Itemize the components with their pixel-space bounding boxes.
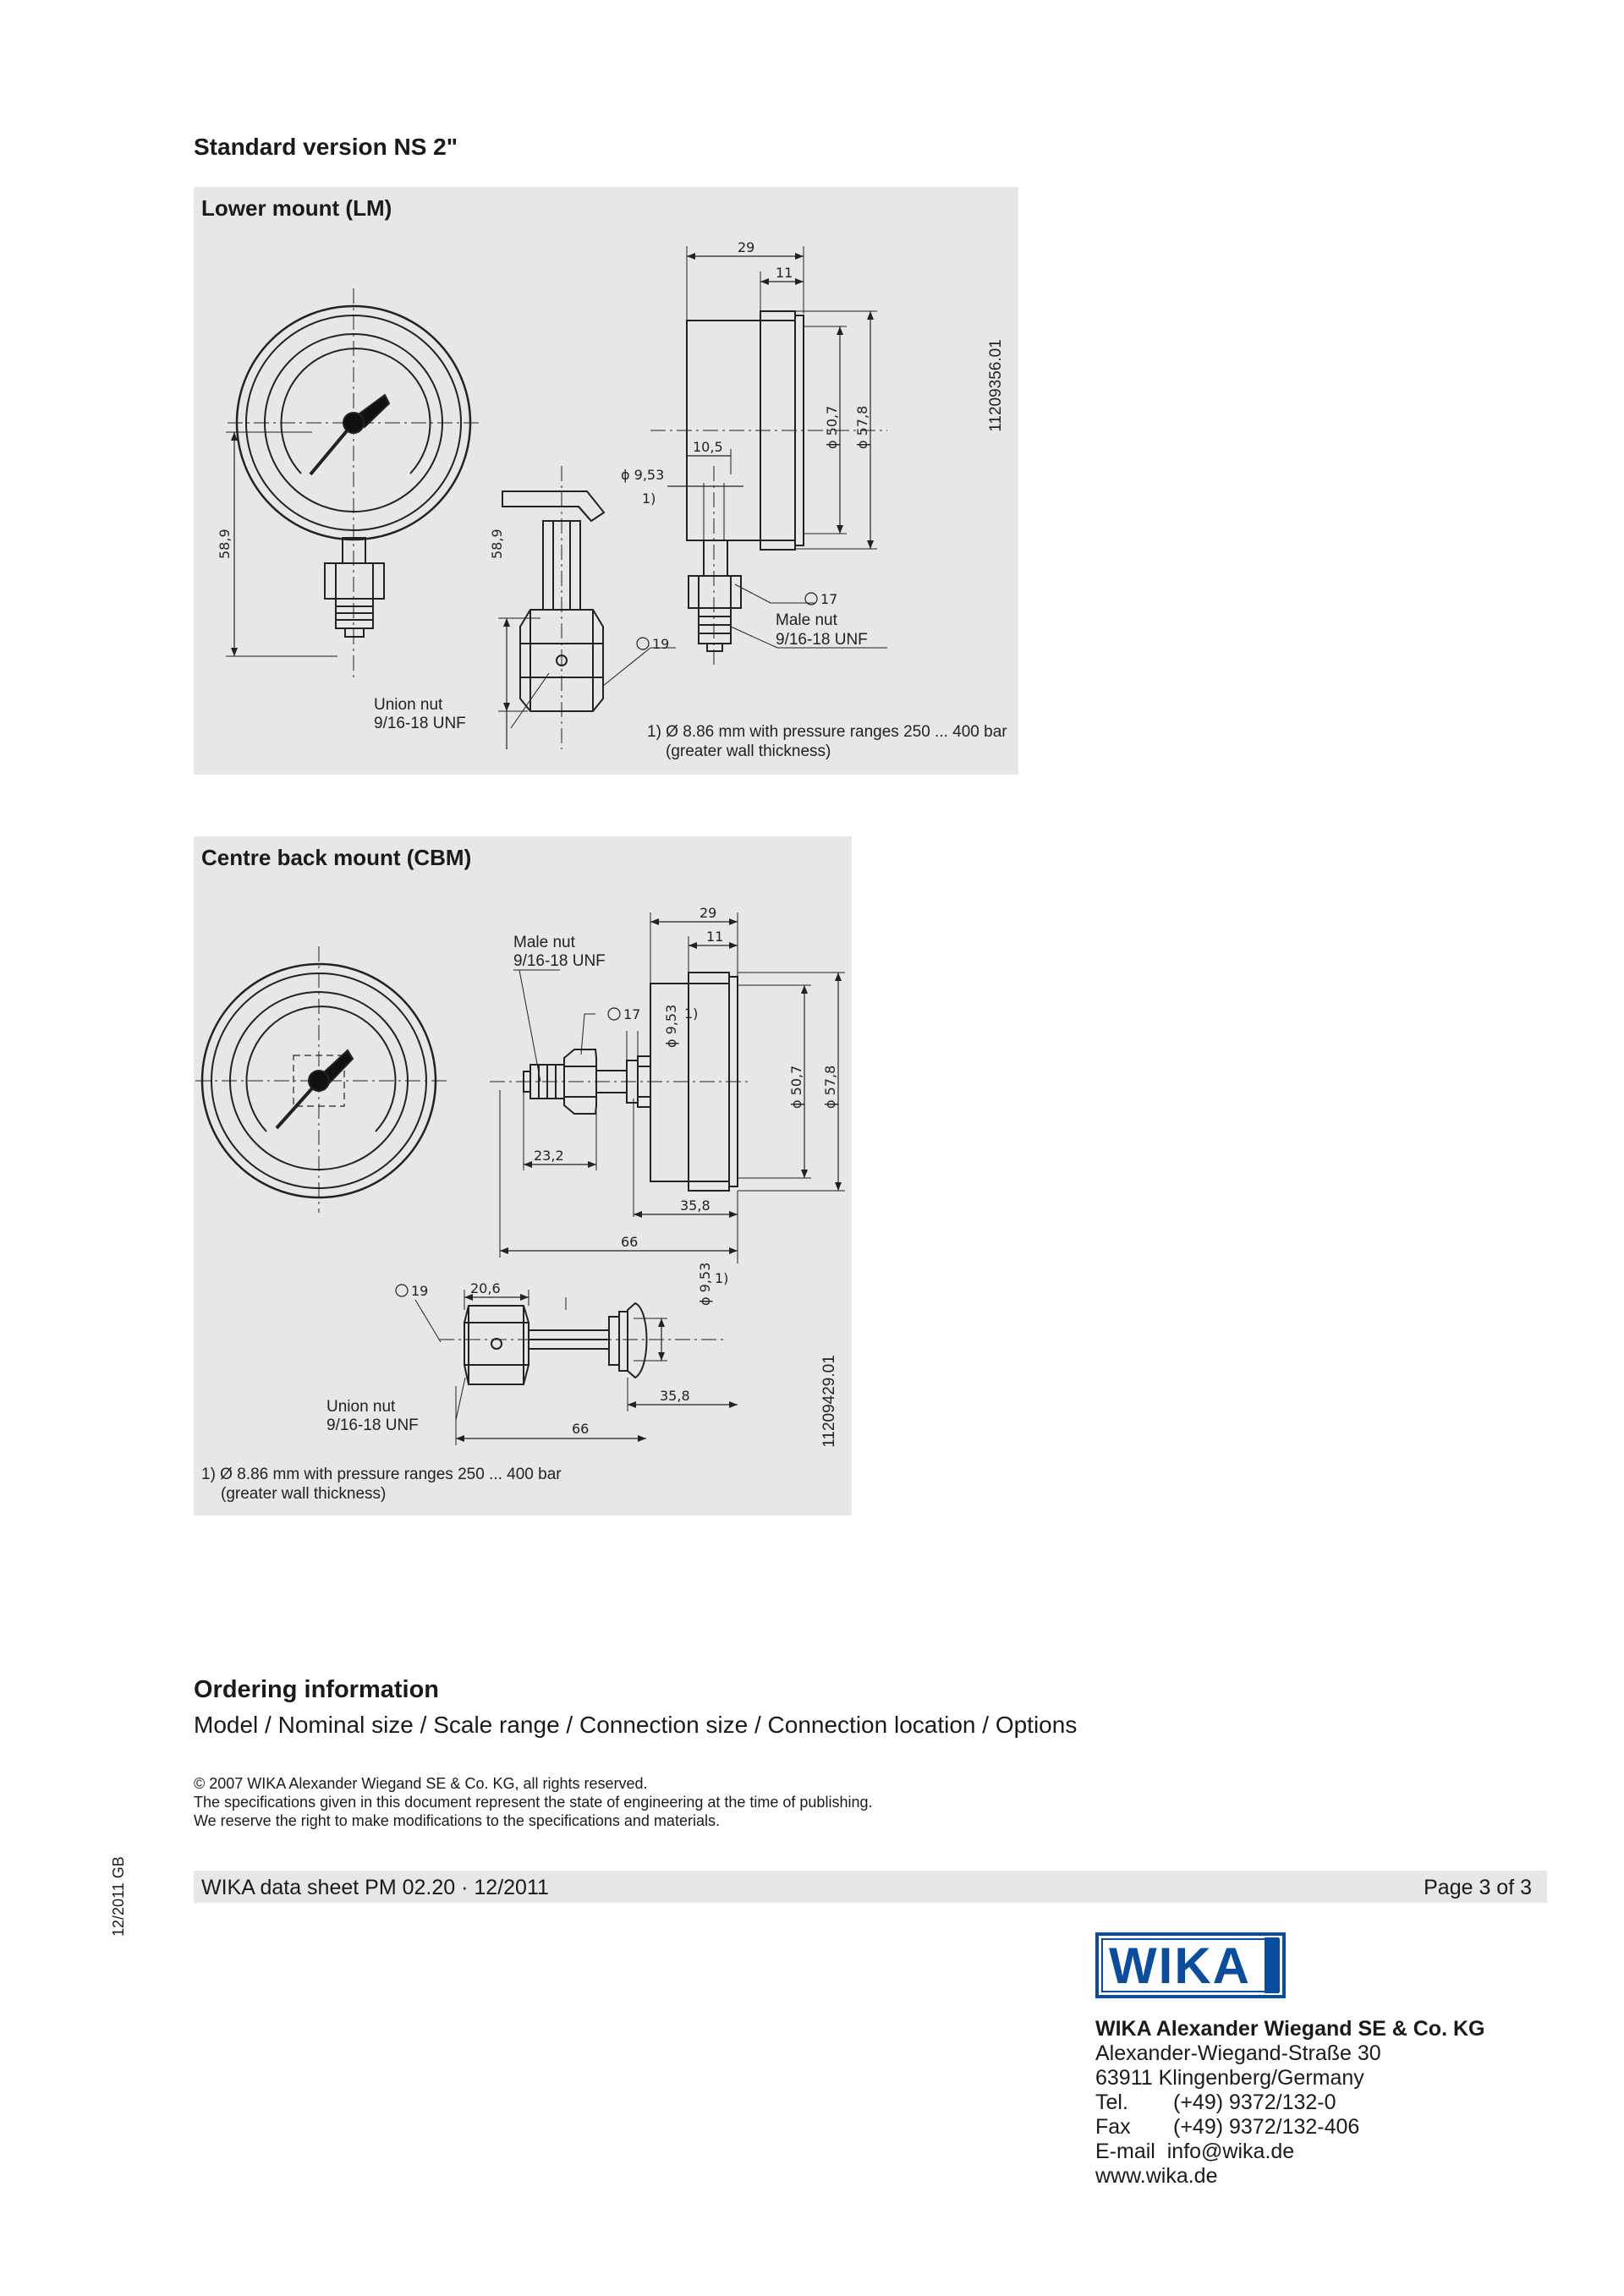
- cbm-dim-66b: 66: [572, 1421, 590, 1437]
- ordering-line: Model / Nominal size / Scale range / Connection size / Connection location / Options: [194, 1712, 1078, 1738]
- company-fax: [1095, 2115, 1484, 2140]
- lm-male-nut-1: Male nut: [776, 611, 837, 629]
- copyright-line: © 2007 WIKA Alexander Wiegand SE & Co. KG, all rights reserved.: [194, 1775, 648, 1792]
- company-city: 63911 Klingenberg/Germany: [1095, 2066, 1364, 2090]
- cbm-union-nut-2: 9/16-18 UNF: [326, 1417, 419, 1434]
- copyright-line: The specifications given in this document represent the state of engineering at the time of publishing.: [194, 1794, 873, 1811]
- lm-hex-19: 19: [652, 636, 670, 652]
- centre-back-mount-panel: [194, 836, 852, 1515]
- lower-mount-drawing: [194, 187, 1018, 775]
- tel-value: (+49) 9372/132-0: [1173, 2091, 1336, 2114]
- cbm-note-b: 1): [715, 1270, 729, 1286]
- centre-back-mount-title: Centre back mount (CBM): [201, 845, 472, 870]
- section-title: Standard version NS 2": [194, 134, 458, 160]
- lm-union-nut-2: 9/16-18 UNF: [374, 715, 466, 732]
- company-tel: [1095, 2091, 1484, 2115]
- cbm-dim-35-8a: 35,8: [680, 1197, 710, 1214]
- wika-logo-text: WIKA: [1109, 1937, 1251, 1994]
- company-street: Alexander-Wiegand-Straße 30: [1095, 2041, 1381, 2065]
- copyright-line: We reserve the right to make modifications to the specifications and materials.: [194, 1812, 720, 1829]
- lower-mount-title: Lower mount (LM): [201, 195, 392, 221]
- lm-dim-11: 11: [776, 265, 793, 281]
- fax-label: Fax: [1095, 2115, 1131, 2139]
- lm-union-nut-1: Union nut: [374, 696, 443, 714]
- cbm-dim-50-7: ϕ 50,7: [788, 1065, 804, 1109]
- lm-dim-10-5: 10,5: [693, 439, 723, 455]
- company-name: WIKA Alexander Wiegand SE & Co. KG: [1095, 2017, 1485, 2041]
- ordering-title: Ordering information: [194, 1676, 439, 1703]
- lm-footnote-1: 1) Ø 8.86 mm with pressure ranges 250 ... 400 bar: [647, 723, 1007, 741]
- cbm-dim-23-2: 23,2: [534, 1148, 564, 1164]
- footer-bar: [194, 1871, 1547, 1903]
- cbm-male-nut-1: Male nut: [513, 934, 575, 951]
- cbm-dim-57-8: ϕ 57,8: [822, 1065, 838, 1109]
- lm-dim-50-7: ϕ 50,7: [824, 405, 840, 449]
- lm-male-nut-2: 9/16-18 UNF: [776, 631, 868, 649]
- tel-label: Tel.: [1095, 2091, 1128, 2114]
- cbm-hex-17: 17: [623, 1006, 641, 1022]
- cbm-footnote-2: (greater wall thickness): [221, 1485, 387, 1503]
- copyright-block: [194, 1774, 872, 1830]
- lm-dim-57-8: ϕ 57,8: [854, 405, 870, 449]
- cbm-dim-29: 29: [700, 905, 717, 921]
- cbm-drawing-no: 11209429.01: [820, 1355, 838, 1448]
- email-label: E-mail: [1095, 2140, 1155, 2163]
- lm-hex-17: 17: [820, 591, 838, 607]
- lm-dim-58-9a: 58,9: [217, 529, 233, 559]
- company-web[interactable]: www.wika.de: [1095, 2164, 1218, 2188]
- cbm-note-a: 1): [684, 1006, 699, 1022]
- fax-value: (+49) 9372/132-406: [1173, 2115, 1360, 2139]
- company-address: [1095, 2017, 1484, 2189]
- page-number: Page 3 of 3: [1424, 1876, 1532, 1899]
- lm-note-ref: 1): [642, 490, 656, 507]
- cbm-dim-9-53b: ϕ 9,53: [697, 1262, 713, 1306]
- side-code: 12/2011 GB: [110, 1856, 127, 1937]
- cbm-union-nut-1: Union nut: [326, 1398, 396, 1416]
- datasheet-ref: WIKA data sheet PM 02.20 · 12/2011: [201, 1876, 549, 1899]
- lm-footnote-2: (greater wall thickness): [666, 743, 831, 760]
- centre-back-mount-drawing: [194, 836, 852, 1515]
- cbm-male-nut-2: 9/16-18 UNF: [513, 952, 606, 970]
- cbm-dim-20-6: 20,6: [470, 1280, 501, 1296]
- company-email: [1095, 2140, 1484, 2164]
- cbm-dim-9-53a: ϕ 9,53: [663, 1004, 679, 1048]
- cbm-dim-11: 11: [706, 929, 724, 945]
- lm-dim-9-53: ϕ 9,53: [621, 467, 665, 483]
- lm-dim-58-9b: 58,9: [489, 529, 505, 559]
- cbm-hex-19: 19: [411, 1283, 429, 1299]
- lm-drawing-no: 11209356.01: [987, 339, 1005, 432]
- email-link[interactable]: info@wika.de: [1166, 2140, 1295, 2163]
- wika-logo: [1095, 1932, 1286, 1998]
- cbm-footnote-1: 1) Ø 8.86 mm with pressure ranges 250 ... 400 bar: [201, 1466, 562, 1483]
- lower-mount-panel: [194, 187, 1018, 775]
- lm-dim-29: 29: [738, 239, 755, 255]
- cbm-dim-35-8b: 35,8: [660, 1388, 690, 1404]
- cbm-dim-66a: 66: [621, 1234, 639, 1250]
